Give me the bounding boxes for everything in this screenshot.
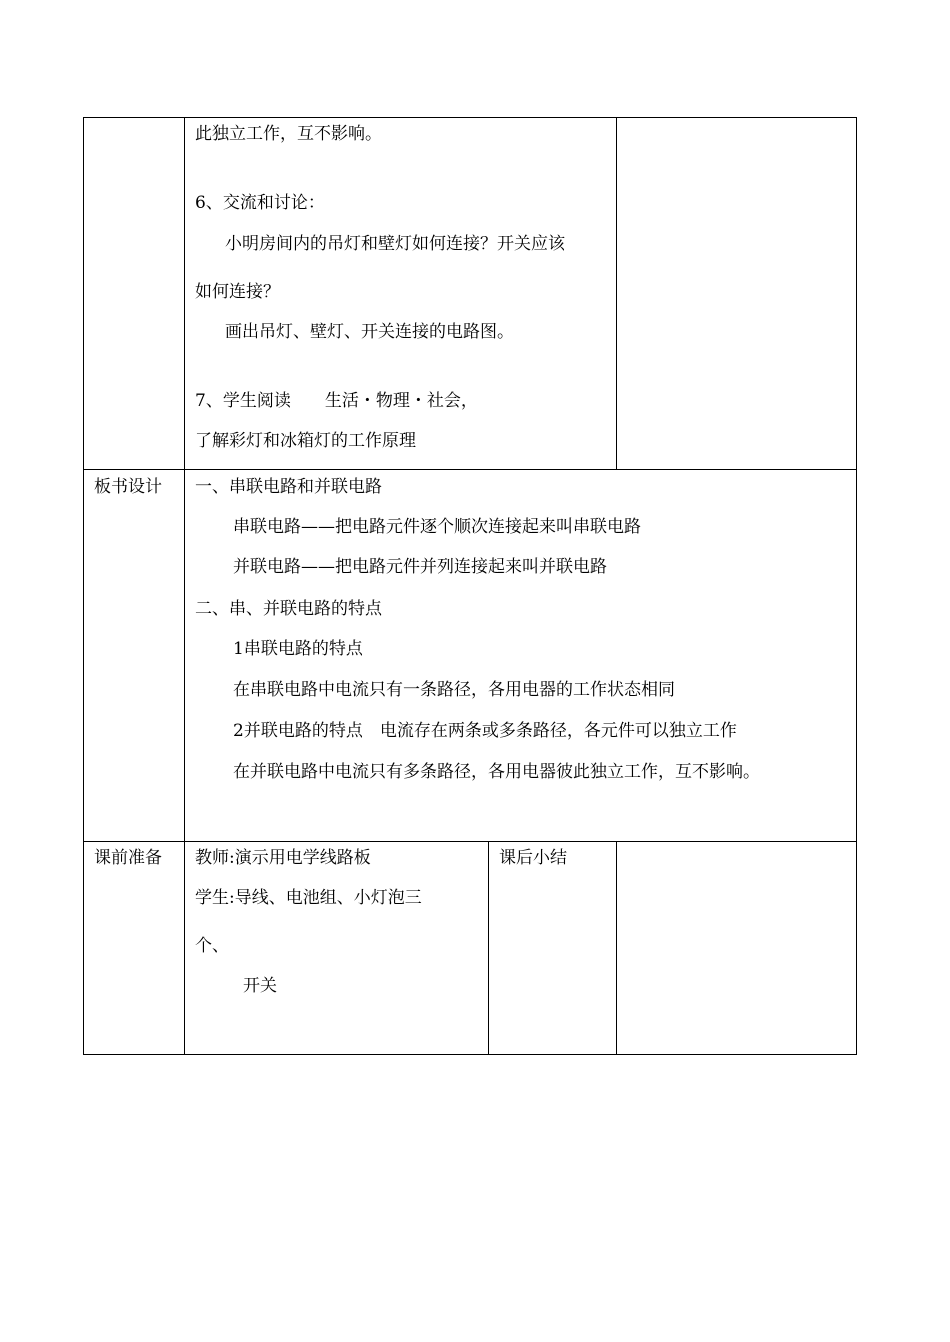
text-line: 个、 [195,936,229,956]
section-heading: 二、串、并联电路的特点 [195,599,382,619]
text-line: 在串联电路中电流只有一条路径，各用电器的工作状态相同 [233,680,675,700]
text-line: 小明房间内的吊灯和壁灯如何连接？开关应该 [225,234,565,254]
preparation-label: 课前准备 [94,848,162,868]
text-line: 串联电路——把电路元件逐个顺次连接起来叫串联电路 [233,517,641,537]
text-line: 并联电路——把电路元件并列连接起来叫并联电路 [233,557,607,577]
table-border-right [856,117,857,1055]
text-line: 2并联电路的特点 电流存在两条或多条路径，各元件可以独立工作 [233,721,737,741]
table-column-divider [184,117,185,1055]
text-line: 画出吊灯、壁灯、开关连接的电路图。 [225,322,514,342]
table-column-divider [616,117,617,470]
text-line: 1串联电路的特点 [233,639,363,659]
table-column-divider [616,841,617,1055]
text-line: 学生:导线、电池组、小灯泡三 [195,888,422,908]
table-row-divider [83,469,857,470]
text-line: 如何连接？ [195,282,280,302]
summary-label: 课后小结 [499,848,567,868]
section-heading: 7、学生阅读 生活・物理・社会， [195,391,478,411]
text-line: 开关 [243,976,277,996]
text-line: 了解彩灯和冰箱灯的工作原理 [195,431,416,451]
text-line: 在并联电路中电流只有多条路径，各用电器彼此独立工作，互不影响。 [233,762,760,782]
table-row-divider [83,841,857,842]
text-line: 此独立工作，互不影响。 [195,124,382,144]
table-column-divider [488,841,489,1055]
board-design-label: 板书设计 [94,477,162,497]
table-border-bottom [83,1054,857,1055]
section-heading: 6、交流和讨论： [195,193,325,213]
section-heading: 一、串联电路和并联电路 [195,477,382,497]
text-line: 教师:演示用电学线路板 [195,848,371,868]
table-border-top [83,117,857,118]
table-border-left [83,117,84,1055]
